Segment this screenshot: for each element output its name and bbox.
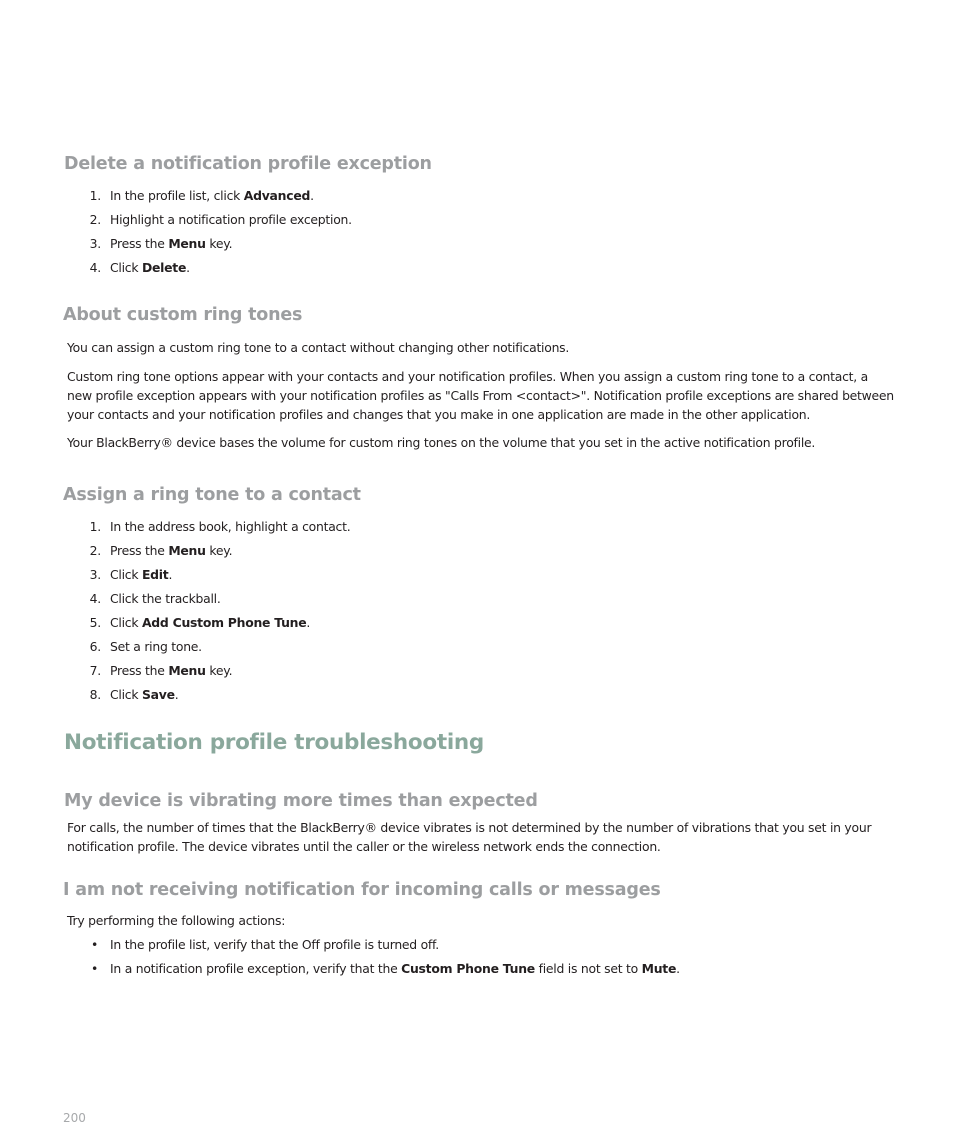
paragraph-ring-tone-intro: You can assign a custom ring tone to a contact without changing other notifications. (67, 340, 570, 355)
heading-about-ring-tones: About custom ring tones (63, 305, 303, 325)
paragraph-line: new profile exception appears with your notification profiles as "Calls From <contact>". Notification profile exceptions are shared between (67, 388, 894, 403)
paragraph-ring-tone-options (67, 367, 894, 424)
heading-assign-ring-tone: Assign a ring tone to a contact (63, 485, 361, 505)
heading-delete-exception: Delete a notification profile exception (64, 154, 432, 174)
heading-not-receiving: I am not receiving notification for incoming calls or messages (63, 880, 661, 900)
paragraph-vibrating (67, 818, 871, 856)
paragraph-line: For calls, the number of times that the BlackBerry® device vibrates is not determined by the number of vibrations that you set in your (67, 820, 872, 835)
paragraph-ring-tone-volume: Your BlackBerry® device bases the volume for custom ring tones on the volume that you set in the active notification profile. (67, 435, 816, 450)
paragraph-line: Custom ring tone options appear with your contacts and your notification profiles. When you assign a custom ring tone to a contact, a (67, 369, 869, 384)
heading-vibrating: My device is vibrating more times than expected (64, 791, 538, 811)
heading-troubleshooting: Notification profile troubleshooting (64, 730, 485, 755)
page-number: 200 (63, 1111, 86, 1125)
paragraph-line: notification profile. The device vibrates until the caller or the wireless network ends the connection. (67, 839, 661, 854)
paragraph-line: your contacts and your notification profiles and changes that you make in one application are made in the other application. (67, 407, 811, 422)
paragraph-try-actions: Try performing the following actions: (67, 913, 286, 928)
